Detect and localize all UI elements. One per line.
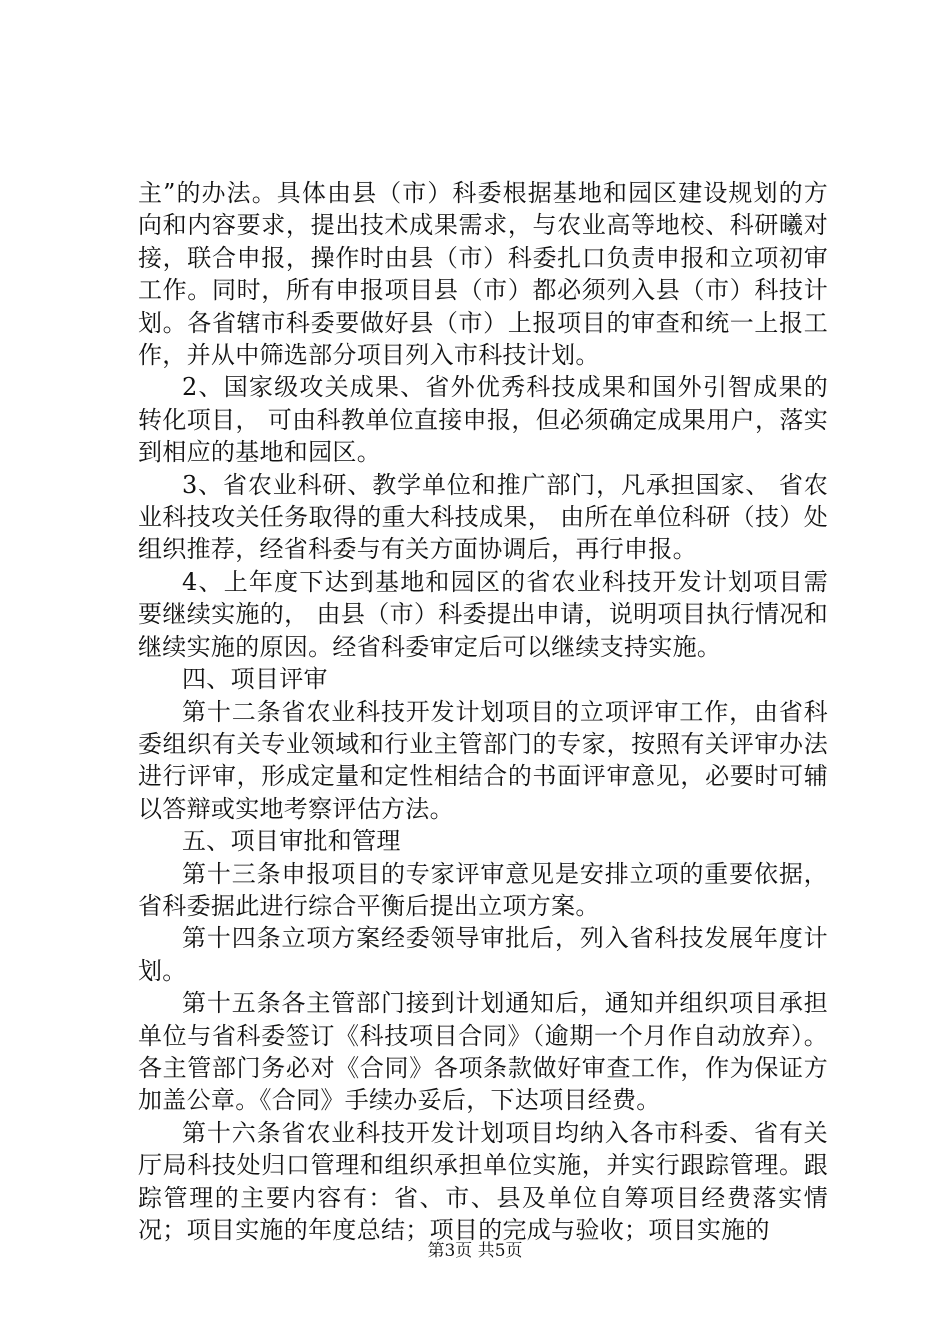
paragraph: 第十二条省农业科技开发计划项目的立项评审工作，由省科委组织有关专业领域和行业主管部门的专家，按照有关评审办法进行评审，形成定量和定性相结合的书面评审意见，必要时可辅以答辩或实地考察评估方法。 <box>138 697 828 823</box>
paragraph: 第十三条申报项目的专家评审意见是安排立项的重要依据，省科委据此进行综合平衡后提出立项方案。 <box>138 859 828 920</box>
paragraph: 4、上年度下达到基地和园区的省农业科技开发计划项目需要继续实施的， 由县（市）科委提出申请，说明项目执行情况和继续实施的原因。经省科委审定后可以继续支持实施。 <box>138 567 828 661</box>
page-footer: 第3页 共5页 <box>427 1241 523 1261</box>
paragraph: 四、项目评审 <box>182 665 328 694</box>
paragraph: 2、国家级攻关成果、省外优秀科技成果和国外引智成果的转化项目， 可由科教单位直接申报，但必须确定成果用户，落实到相应的基地和园区。 <box>138 373 828 467</box>
paragraph: 第十五条各主管部门接到计划通知后，通知并组织项目承担单位与省科委签订《科技项目合同》（逾期一个月作自动放弃）。各主管部门务必对《合同》各项条款做好审查工作，作为保证方加盖公章。《合同》手续办妥后，下达项目经费。 <box>138 989 828 1115</box>
paragraph: 3、省农业科研、教学单位和推广部门，凡承担国家、 省农业科技攻关任务取得的重大科技成果， 由所在单位科研（技）处组织推荐，经省科委与有关方面协调后，再行申报。 <box>138 470 828 564</box>
paragraph: 第十四条立项方案经委领导审批后，列入省科技发展年度计划。 <box>138 924 828 985</box>
paragraph: 主”的办法。具体由县（市）科委根据基地和园区建设规划的方向和内容要求，提出技术成果需求，与农业高等地校、科研曦对接，联合申报，操作时由县（市）科委扎口负责申报和立项初审工作。同时，所有申报项目县（市）都必须列入县（市）科技计划。各省辖市科委要做好县（市）上报项目的审查和统一上报工作，并从中筛选部分项目列入市科技计划。 <box>138 179 828 370</box>
paragraph: 第十六条省农业科技开发计划项目均纳入各市科委、省有关厅局科技处归口管理和组织承担单位实施，并实行跟踪管理。跟踪管理的主要内容有：省、市、县及单位自筹项目经费落实情况；项目实施的年度总结；项目的完成与验收；项目实施的 <box>138 1118 828 1244</box>
paragraph: 五、项目审批和管理 <box>182 827 401 856</box>
document-body <box>138 177 828 1246</box>
